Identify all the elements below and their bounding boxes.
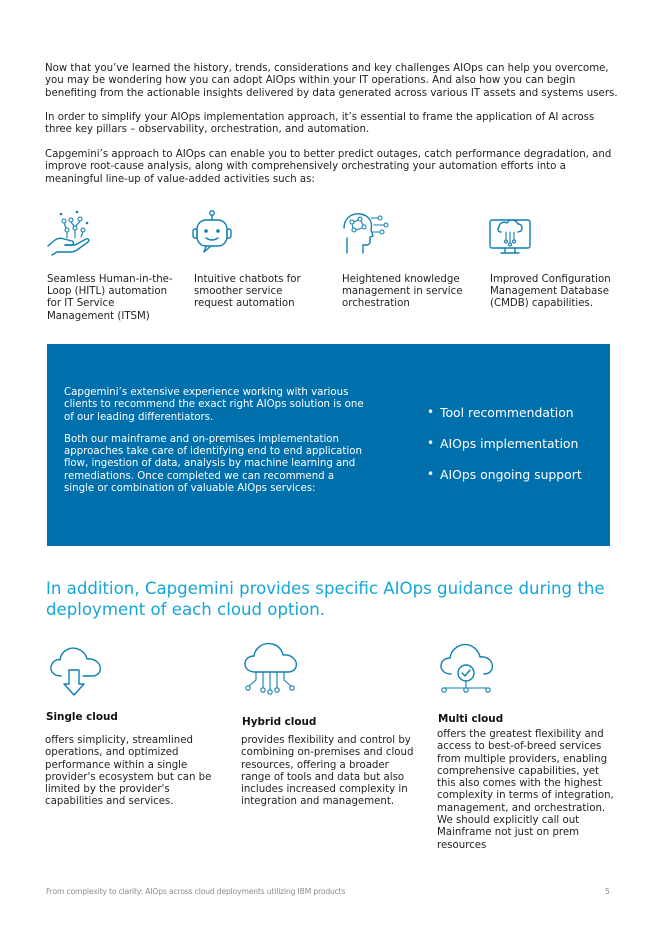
list-item: • Tool recommendation xyxy=(427,405,574,420)
list-item: • AIOps implementation xyxy=(427,436,579,451)
feature-text: Seamless Human-in-the-Loop (HITL) automation for IT Service Management (ITSM) xyxy=(47,274,173,322)
cloud-title: Multi cloud xyxy=(438,713,504,725)
feature-text: Improved Configuration Management Database (CMDB) capabilities. xyxy=(490,274,611,310)
intro-paragraph-2: In order to simplify your AIOps implementation approach, it’s essential to frame the application of AI across three key pillars – observability, orchestration, and automation. xyxy=(45,112,595,136)
feature-text: Heightened knowledge management in service orchestration xyxy=(342,274,463,310)
cloud-title: Single cloud xyxy=(46,711,118,723)
section-heading: In addition, Capgemini provides specific AIOps guidance during the deployment of each cloud option. xyxy=(46,579,605,619)
page-number: 5 xyxy=(605,887,610,896)
services-list xyxy=(427,405,582,498)
callout-paragraph-1: Capgemini’s extensive experience working with various clients to recommend the exact right AIOps solution is one of our leading differentiators. xyxy=(64,387,364,423)
cloud-title: Hybrid cloud xyxy=(242,716,317,728)
callout-text xyxy=(64,387,366,495)
bullet-icon: • xyxy=(427,405,435,419)
list-item: • AIOps ongoing support xyxy=(427,467,582,482)
cloud-monitor-icon xyxy=(488,208,538,258)
intro-paragraph-1: Now that you’ve learned the history, trends, considerations and key challenges AIOps can help you overcome, you may be wondering how you can adopt AIOps within your IT operations. And also how you can begin benefiting from the actionable insights delivered by data generated across various IT assets and systems users. xyxy=(45,63,618,99)
services-callout xyxy=(47,344,610,546)
features-row xyxy=(45,208,620,328)
chatbot-icon xyxy=(192,208,242,258)
intro-paragraph-3: Capgemini’s approach to AIOps can enable you to better predict outages, catch performance degradation, and improve root-cause analysis, along with comprehensively orchestrating your automation efforts into a meaningful line-up of value-added activities such as: xyxy=(45,149,612,185)
feature-text: Intuitive chatbots for smoother service request automation xyxy=(194,274,301,310)
cloud-network-icon xyxy=(241,640,301,700)
cloud-check-icon xyxy=(437,640,497,700)
head-knowledge-icon xyxy=(340,208,390,258)
cloud-download-icon xyxy=(45,640,105,700)
hand-network-icon xyxy=(45,208,95,258)
bullet-icon: • xyxy=(427,467,435,481)
cloud-description: offers the greatest flexibility and access to best-of-breed services from multiple providers, enabling comprehensive capabilities, yet this also comes with the highest complexity in terms of integration, management, and orchestration. We should explicitly call out Mainframe not just on prem resources xyxy=(437,729,614,851)
cloud-description: offers simplicity, streamlined operations, and optimized performance within a single provider's ecosystem but can be limited by the provider's capabilities and services. xyxy=(45,735,212,808)
cloud-description: provides flexibility and control by combining on-premises and cloud resources, offering a broader range of tools and data but also includes increased complexity in integration and management. xyxy=(241,735,414,808)
bullet-icon: • xyxy=(427,436,435,450)
callout-paragraph-2: Both our mainframe and on-premises implementation approaches take care of identifying end to end application flow, ingestion of data, analysis by machine learning and remediations. Once completed we can recommend a single or combination of valuable AIOps services: xyxy=(64,433,362,495)
footer-text: From complexity to clarity: AIOps across cloud deployments utilizing IBM products xyxy=(46,887,346,896)
